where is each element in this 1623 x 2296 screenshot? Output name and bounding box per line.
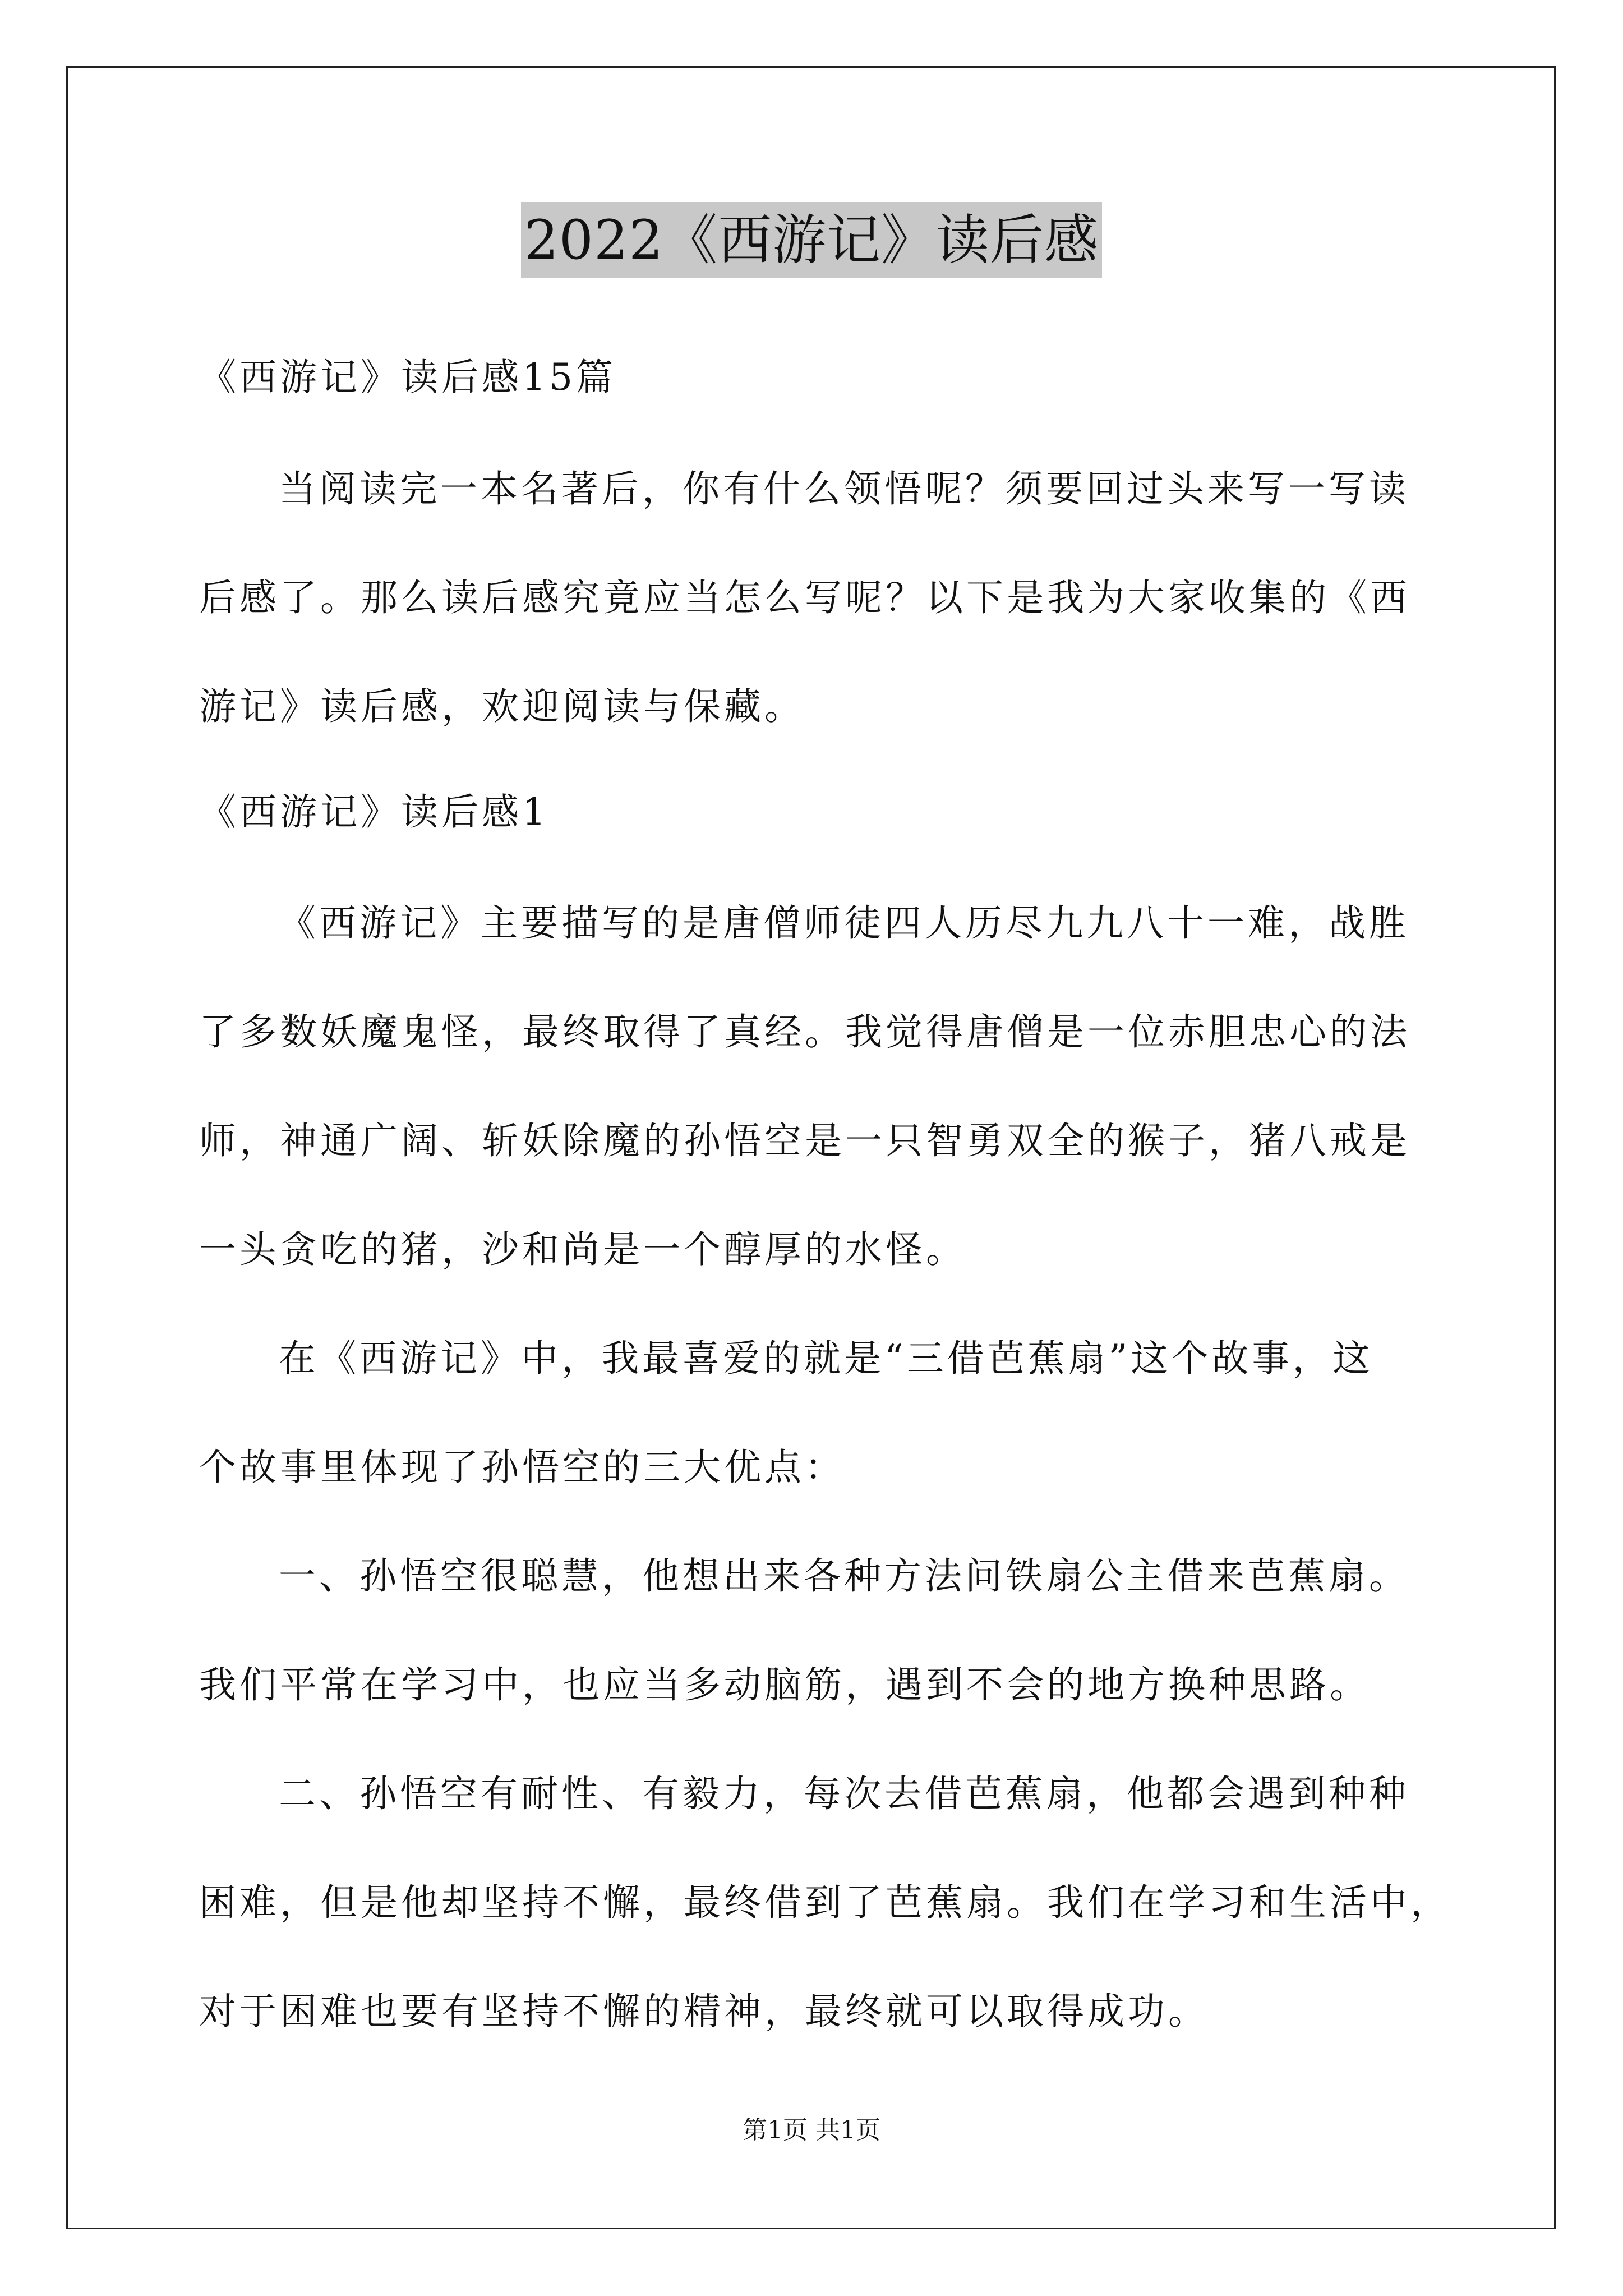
document-title: 2022《西游记》读后感	[521, 202, 1102, 278]
paragraph-line: 对于困难也要有坚持不懈的精神，最终就可以取得成功。	[199, 1990, 1209, 2033]
paragraph-line: 我们平常在学习中，也应当多动脑筋，遇到不会的地方换种思路。	[199, 1663, 1370, 1706]
document-subtitle: 《西游记》读后感15篇	[199, 356, 616, 399]
section-heading: 《西游记》读后感1	[199, 790, 549, 834]
paragraph-line: 个故事里体现了孙悟空的三大优点：	[199, 1446, 845, 1489]
paragraph-line: 二、孙悟空有耐性、有毅力，每次去借芭蕉扇，他都会遇到种种	[279, 1772, 1409, 1815]
paragraph-line: 在《西游记》中，我最喜爱的就是“三借芭蕉扇”这个故事，这	[279, 1337, 1373, 1380]
intro-line: 游记》读后感，欢迎阅读与保藏。	[199, 685, 805, 728]
paragraph-line: 了多数妖魔鬼怪，最终取得了真经。我觉得唐僧是一位赤胆忠心的法	[199, 1010, 1410, 1053]
intro-line: 后感了。那么读后感究竟应当怎么写呢？以下是我为大家收集的《西	[199, 576, 1410, 619]
paragraph-line: 师，神通广阔、斩妖除魔的孙悟空是一只智勇双全的猴子，猪八戒是	[199, 1119, 1410, 1162]
paragraph-line: 困难，但是他却坚持不懈，最终借到了芭蕉扇。我们在学习和生活中，	[199, 1881, 1451, 1924]
paragraph-line: 一、孙悟空很聪慧，他想出来各种方法问铁扇公主借来芭蕉扇。	[279, 1554, 1409, 1598]
page-footer: 第1页 共1页	[743, 2116, 880, 2145]
paragraph-line: 《西游记》主要描写的是唐僧师徒四人历尽九九八十一难，战胜	[279, 901, 1409, 945]
intro-line: 当阅读完一本名著后，你有什么领悟呢？须要回过头来写一写读	[279, 467, 1409, 510]
paragraph-line: 一头贪吃的猪，沙和尚是一个醇厚的水怪。	[199, 1228, 966, 1271]
title-container	[0, 202, 1623, 278]
